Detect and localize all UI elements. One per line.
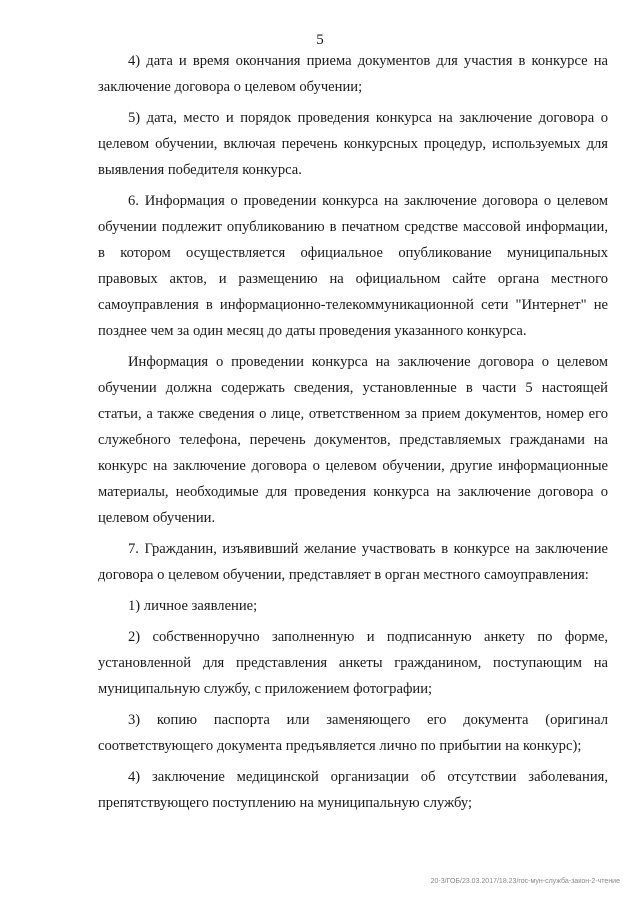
- paragraph-information-contents: Информация о проведении конкурса на заключение договора о целевом обучении должна содержать сведения, установленные в части 5 настоящей статьи, а также сведения о лице, ответственном за прием документов, номер его служебного телефона, перечень документов, представляемых гражданами на конкурс на заключение договора о целевом обучении, другие информационные материалы, необходимые для проведения конкурса на заключение договора о целевом обучении.: [98, 354, 608, 526]
- page-number: 5: [316, 32, 324, 48]
- footer-file-reference: 20-3/ГОБ/23.03.2017/18.23/гос-мун-служба-закон-2-чтение: [430, 878, 620, 885]
- paragraph-point-7-documents: 7. Гражданин, изъявивший желание участвовать в конкурсе на заключение договора о целевом обучении, представляет в орган местного самоуправления:: [98, 541, 608, 583]
- paragraph-doc-3-passport: 3) копию паспорта или заменяющего его документа (оригинал соответствующего документа предъявляется лично по прибытии на конкурс);: [98, 712, 608, 754]
- paragraph-item-4-end-date: 4) дата и время окончания приема документов для участия в конкурсе на заключение договора о целевом обучении;: [98, 53, 608, 95]
- paragraph-doc-1-application: 1) личное заявление;: [128, 598, 258, 614]
- paragraph-item-5-procedure: 5) дата, место и порядок проведения конкурса на заключение договора о целевом обучении, включая перечень конкурсных процедур, используемых для выявления победителя конкурса.: [98, 110, 608, 178]
- paragraph-doc-4-medical: 4) заключение медицинской организации об отсутствии заболевания, препятствующего поступлению на муниципальную службу;: [98, 769, 608, 811]
- document-body: [98, 48, 608, 821]
- paragraph-doc-2-questionnaire: 2) собственноручно заполненную и подписанную анкету по форме, установленной для представления анкеты гражданином, поступающим на муниципальную службу, с приложением фотографии;: [98, 629, 608, 697]
- paragraph-point-6-publication: 6. Информация о проведении конкурса на заключение договора о целевом обучении подлежит опубликованию в печатном средстве массовой информации, в котором осуществляется официальное опубликование муниципальных правовых актов, и размещению на официальном сайте органа местного самоуправления в информационно-телекоммуникационной сети "Интернет" не позднее чем за один месяц до даты проведения указанного конкурса.: [98, 193, 608, 339]
